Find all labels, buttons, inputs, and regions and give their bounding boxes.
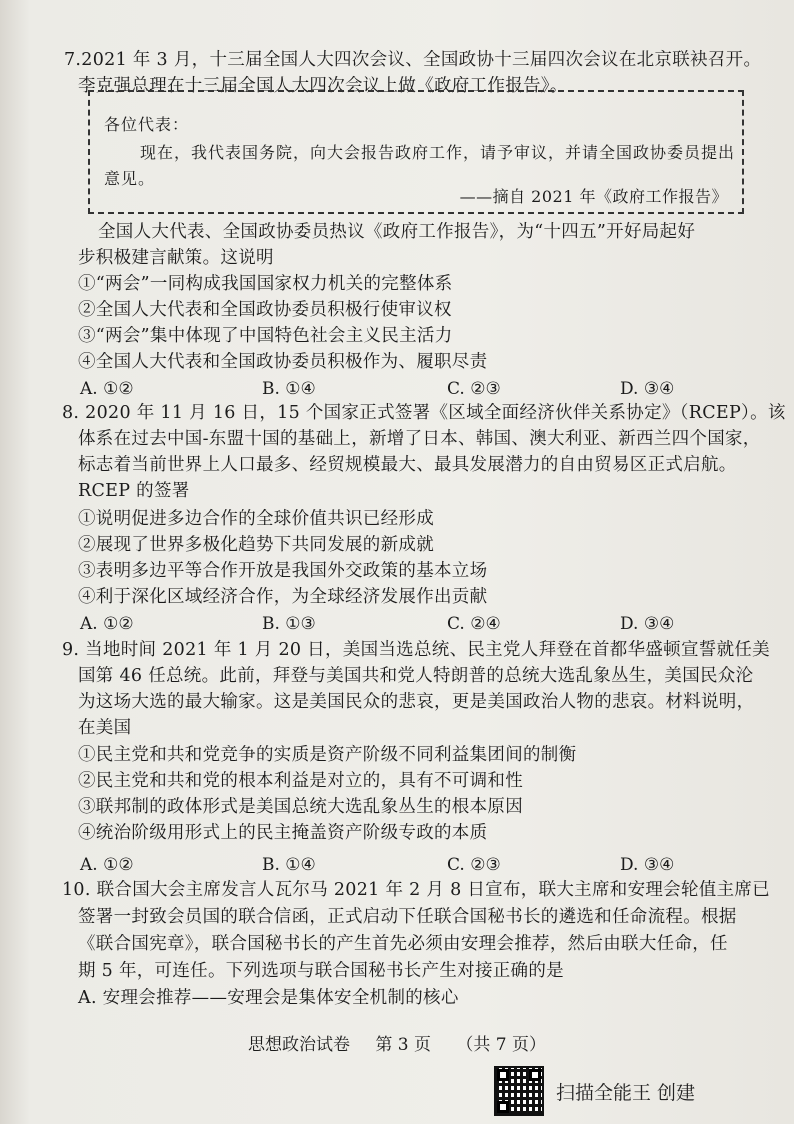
q7-stem-2: 步积极建言献策。这说明 <box>78 248 274 268</box>
q8-option-c: C. ②④ <box>447 614 501 634</box>
q8-line-3: 标志着当前世界上人口最多、经贸规模最大、最具发展潜力的自由贸易区正式启航。 <box>78 455 737 475</box>
q8-item-4: ④利于深化区域经济合作，为全球经济发展作出贡献 <box>78 587 488 607</box>
quote-box <box>88 90 744 214</box>
footer-total-pages: （共 7 页） <box>456 1035 547 1055</box>
q8-line-2: 体系在过去中国-东盟十国的基础上，新增了日本、韩国、澳大利亚、新西兰四个国家， <box>78 429 761 449</box>
q7-option-a: A. ①② <box>80 379 134 399</box>
q7-option-b: B. ①④ <box>262 379 316 399</box>
q8-option-a: A. ①② <box>80 614 134 634</box>
q9-option-b: B. ①④ <box>262 855 316 875</box>
footer-subject: 思想政治试卷 <box>247 1035 350 1055</box>
q10-line-1: 10. 联合国大会主席发言人瓦尔马 2021 年 2 月 8 日宣布，联大主席和安理会轮值主席已 <box>62 880 770 900</box>
q7-item-4: ④全国人大代表和全国政协委员积极作为、履职尽责 <box>78 352 488 372</box>
q7-item-1: ①“两会”一同构成我国国家权力机关的完整体系 <box>78 274 453 294</box>
q7-item-3: ③“两会”集中体现了中国特色社会主义民主活力 <box>78 326 453 346</box>
q9-option-c: C. ②③ <box>447 855 501 875</box>
q7-option-d: D. ③④ <box>620 379 675 399</box>
qr-code-icon <box>494 1066 544 1116</box>
q9-item-4: ④统治阶级用形式上的民主掩盖资产阶级专政的本质 <box>78 823 488 843</box>
q10-line-4: 期 5 年，可连任。下列选项与联合国秘书长产生对接正确的是 <box>78 961 564 981</box>
q10-option-a: A. 安理会推荐——安理会是集体安全机制的核心 <box>78 988 459 1008</box>
q8-item-3: ③表明多边平等合作开放是我国外交政策的基本立场 <box>78 561 488 581</box>
q9-line-4: 在美国 <box>78 718 132 738</box>
q9-option-a: A. ①② <box>80 855 134 875</box>
quote-body-2: 意见。 <box>104 169 156 188</box>
q9-line-1: 9. 当地时间 2021 年 1 月 20 日，美国当选总统、民主党人拜登在首都华盛顿宣誓就任美 <box>62 640 770 660</box>
q9-item-2: ②民主党和共和党的根本利益是对立的，具有不可调和性 <box>78 771 523 791</box>
q7-line-1: 7.2021 年 3 月，十三届全国人大四次会议、全国政协十三届四次会议在北京联袂召开。 <box>64 50 762 70</box>
q9-item-3: ③联邦制的政体形式是美国总统大选乱象丛生的根本原因 <box>78 797 523 817</box>
q10-line-3: 《联合国宪章》，联合国秘书长的产生首先必须由安理会推荐，然后由联大任命，任 <box>78 934 728 954</box>
q9-option-d: D. ③④ <box>620 855 675 875</box>
q8-line-1: 8. 2020 年 11 月 16 日，15 个国家正式签署《区域全面经济伙伴关系协定》（RCEP）。该 <box>62 403 786 423</box>
q9-item-1: ①民主党和共和党竞争的实质是资产阶级不同利益集团间的制衡 <box>78 745 577 765</box>
page-footer <box>0 1030 794 1055</box>
scanner-watermark: 扫描全能王 创建 <box>556 1082 696 1104</box>
q9-line-2: 国第 46 任总统。此前，拜登与美国共和党人特朗普的总统大选乱象丛生，美国民众沦 <box>78 666 754 686</box>
q7-option-c: C. ②③ <box>447 379 501 399</box>
q7-stem-1: 全国人大代表、全国政协委员热议《政府工作报告》，为“十四五”开好局起好 <box>98 222 696 242</box>
q7-line-2: 李克强总理在十三届全国人大四次会议上做《政府工作报告》。 <box>78 76 568 96</box>
q8-option-b: B. ①③ <box>262 614 316 634</box>
quote-salutation: 各位代表： <box>104 115 190 134</box>
quote-source: ——摘自 2021 年《政府工作报告》 <box>459 187 728 206</box>
q10-line-2: 签署一封致会员国的联合信函，正式启动下任联合国秘书长的遴选和任命流程。根据 <box>78 907 737 927</box>
q8-item-1: ①说明促进多边合作的全球价值共识已经形成 <box>78 509 434 529</box>
q9-line-3: 为这场大选的最大输家。这是美国民众的悲哀，更是美国政治人物的悲哀。材料说明， <box>78 692 755 712</box>
q7-item-2: ②全国人大代表和全国政协委员积极行使审议权 <box>78 300 452 320</box>
q8-option-d: D. ③④ <box>620 614 675 634</box>
footer-page-number: 第 3 页 <box>375 1035 431 1055</box>
q8-line-4: RCEP 的签署 <box>78 481 190 501</box>
q8-item-2: ②展现了世界多极化趋势下共同发展的新成就 <box>78 535 434 555</box>
quote-body-1: 现在，我代表国务院，向大会报告政府工作，请予审议，并请全国政协委员提出 <box>140 143 736 162</box>
